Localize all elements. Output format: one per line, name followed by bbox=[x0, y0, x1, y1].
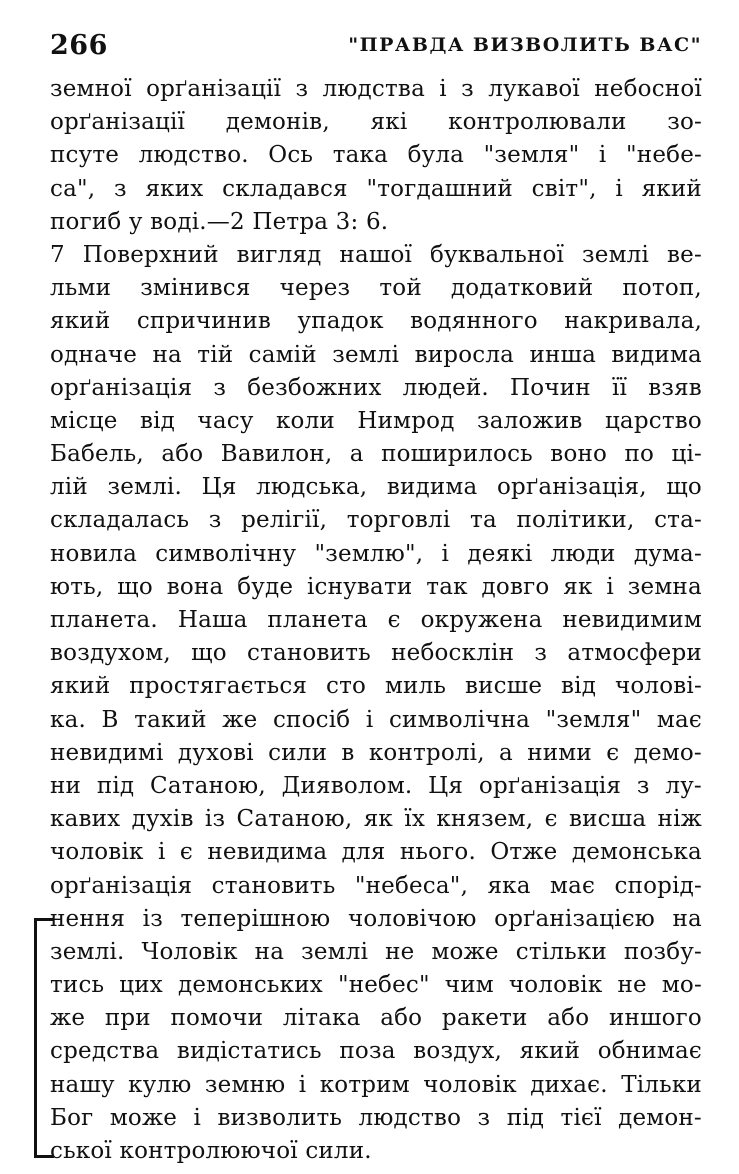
text-line: новила символічну "землю", і деякі люди дума- bbox=[50, 540, 702, 567]
text-line: 7 Поверхний вигляд нашої буквальної землі ве- bbox=[50, 241, 702, 268]
text-line: одначе на тій самій землі виросла инша видима bbox=[50, 341, 702, 368]
text-line: невидимі духові сили в контролі, а ними є демо- bbox=[50, 739, 702, 766]
text-line: льми змінився через той додатковий потоп, bbox=[50, 275, 702, 302]
text-line: який простягається сто миль висше від чолові- bbox=[50, 673, 702, 700]
margin-bracket-mark bbox=[34, 918, 54, 1158]
text-line: землі. Чоловік на землі не може стільки позбу- bbox=[50, 938, 702, 965]
text-line: земної орґанізації з людства і з лукавої небосної bbox=[50, 76, 702, 102]
page-number: 266 bbox=[50, 30, 108, 61]
text-line: погиб у воді.—2 Петра 3: 6. bbox=[50, 208, 389, 235]
page-header bbox=[50, 30, 702, 70]
text-line: ської контролюючої сили. bbox=[50, 1138, 372, 1164]
text-line: складалась з релігії, торговлі та політики, ста- bbox=[50, 507, 702, 534]
text-line: ни під Сатаною, Дияволом. Ця орґанізація з лу- bbox=[50, 772, 702, 799]
text-line: місце від часу коли Нимрод заложив царство bbox=[50, 407, 702, 434]
text-line: же при помочи літака або ракети або иншого bbox=[50, 1005, 702, 1032]
body-text bbox=[50, 73, 702, 1168]
text-line: планета. Наша планета є окружена невидимим bbox=[50, 607, 702, 633]
text-line: псуте людство. Ось така була "земля" і "небе- bbox=[50, 142, 702, 169]
text-line: чоловік і є невидима для нього. Отже демонська bbox=[50, 839, 702, 866]
text-line: Бог може і визволить людство з під тієї демон- bbox=[50, 1104, 702, 1131]
text-line: нення із теперішною чоловічою орґанізацією на bbox=[50, 905, 702, 932]
text-line: воздухом, що становить небосклін з атмосфери bbox=[50, 640, 702, 667]
text-line: який спричинив упадок водянного накривала, bbox=[50, 308, 702, 335]
text-line: ють, що вона буде існувати так довго як і земна bbox=[50, 573, 702, 600]
text-line: средства видістатись поза воздух, який обнимає bbox=[50, 1038, 702, 1065]
text-line: орґанізація становить "небеса", яка має спорід- bbox=[50, 872, 702, 899]
running-title: "ПРАВДА ВИЗВОЛИТЬ ВАС" bbox=[348, 34, 702, 56]
text-line: са", з яких складався "тогдашний світ", і який bbox=[50, 175, 702, 202]
text-line: лій землі. Ця людська, видима орґанізація, що bbox=[50, 474, 702, 501]
text-line: нашу кулю земню і котрим чоловік дихає. Тільки bbox=[50, 1071, 702, 1098]
text-line: тись цих демонських "небес" чим чоловік не мо- bbox=[50, 972, 702, 999]
text-line: кавих духів із Сатаною, як їх князем, є висша ніж bbox=[50, 806, 702, 833]
text-line: Бабель, або Вавилон, а поширилось воно по ці- bbox=[50, 441, 702, 468]
text-line: ка. В такий же спосіб і символічна "земля" має bbox=[50, 706, 702, 733]
text-line: орґанізація з безбожних людей. Почин її взяв bbox=[50, 374, 702, 401]
text-line: орґанізації демонів, які контролювали зо- bbox=[50, 109, 702, 136]
